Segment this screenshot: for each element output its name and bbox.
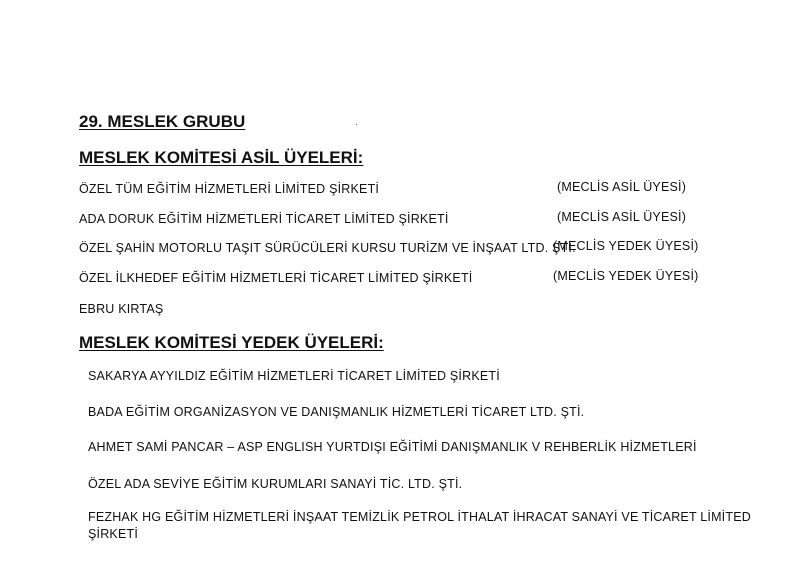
yedek-member: SAKARYA AYYILDIZ EĞİTİM HİZMETLERİ TİCARET LİMİTED ŞİRKETİ: [88, 369, 500, 383]
page-title: 29. MESLEK GRUBU: [79, 112, 246, 131]
asil-member-note: (MECLİS ASİL ÜYESİ): [557, 180, 687, 194]
yedek-members-heading: MESLEK KOMİTESİ YEDEK ÜYELERİ:: [79, 333, 384, 352]
asil-member-name: ÖZEL İLKHEDEF EĞİTİM HİZMETLERİ TİCARET LİMİTED ŞİRKETİ: [79, 271, 473, 285]
yedek-member-continued: ŞİRKETİ: [88, 527, 139, 541]
asil-member-name: ADA DORUK EĞİTİM HİZMETLERİ TİCARET LİMİTED ŞİRKETİ: [79, 212, 449, 226]
yedek-member: ÖZEL ADA SEVİYE EĞİTİM KURUMLARI SANAYİ TİC. LTD. ŞTİ.: [88, 477, 463, 491]
yedek-member: FEZHAK HG EĞİTİM HİZMETLERİ İNŞAAT TEMİZLİK PETROL İTHALAT İHRACAT SANAYİ VE TİCARET LİMİTED: [88, 510, 751, 524]
yedek-member: BADA EĞİTİM ORGANİZASYON VE DANIŞMANLIK HİZMETLERİ TİCARET LTD. ŞTİ.: [88, 405, 585, 419]
asil-member-note: (MECLİS YEDEK ÜYESİ): [553, 239, 699, 253]
yedek-member: AHMET SAMİ PANCAR – ASP ENGLISH YURTDIŞI EĞİTİMİ DANIŞMANLIK V REHBERLİK HİZMETLERİ: [88, 440, 697, 454]
scan-speck: [356, 124, 357, 125]
asil-members-heading: MESLEK KOMİTESİ ASİL ÜYELERİ:: [79, 148, 364, 167]
asil-member-note: (MECLİS YEDEK ÜYESİ): [553, 269, 699, 283]
asil-member-name: ÖZEL ŞAHİN MOTORLU TAŞIT SÜRÜCÜLERİ KURSU TURİZM VE İNŞAAT LTD. ŞTİ.: [79, 241, 576, 255]
asil-member-name: EBRU KIRTAŞ: [79, 302, 164, 316]
asil-member-name: ÖZEL TÜM EĞİTİM HİZMETLERİ LİMİTED ŞİRKETİ: [79, 182, 380, 196]
asil-member-note: (MECLİS ASİL ÜYESİ): [557, 210, 687, 224]
